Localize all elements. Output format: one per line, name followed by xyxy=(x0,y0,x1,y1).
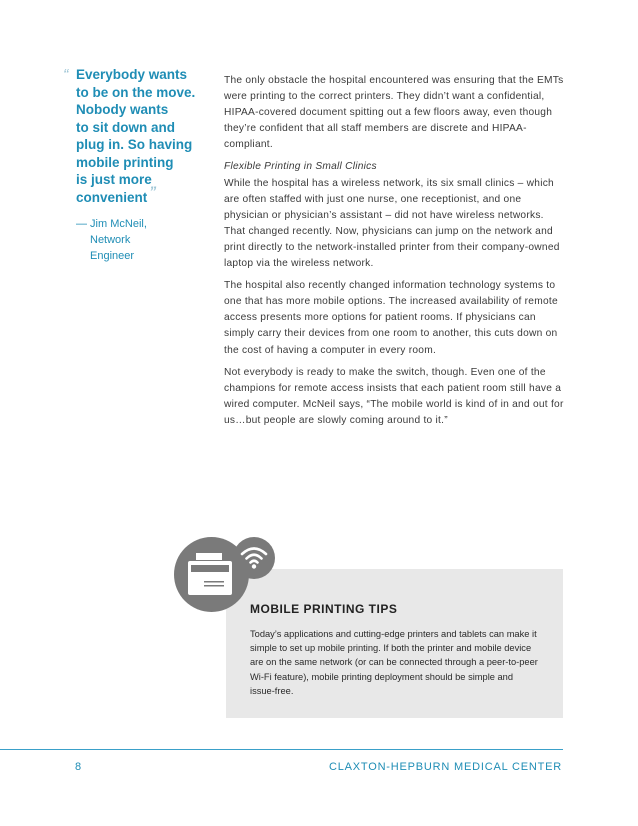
pull-quote-line: to be on the move. xyxy=(76,84,196,100)
body-paragraph-text: While the hospital has a wireless network, its six small clinics – which are often staffed with just one nurse, one receptionist, and one physician or physician’s assistant – did not have wireless networks. That changed recently. Now, physicians can jump on the network and print directly to the network-installed printer from their company-owned laptop via the wireless network. xyxy=(224,177,560,270)
pull-quote-line: Everybody wants xyxy=(76,67,188,82)
body-paragraph-section xyxy=(224,159,566,272)
page-number: 8 xyxy=(75,761,82,773)
mobile-printing-tips-box xyxy=(226,569,563,718)
tips-text: Today’s applications and cutting-edge printers and tablets can make it simple to set up mobile printing. If both the printer and mobile device are on the same network (or can be connected through a peer-to-peer Wi-Fi feature), mobile printing deployment should be simple and issue-free. xyxy=(250,629,538,696)
wifi-icon xyxy=(233,537,275,579)
pull-quote-line: Nobody wants xyxy=(76,102,169,117)
attribution-name: — Jim McNeil, xyxy=(76,218,147,230)
pull-quote-text xyxy=(76,66,203,206)
open-quote-mark: “ xyxy=(63,67,69,84)
pull-quote-line: mobile printing xyxy=(76,154,174,170)
pull-quote-line: plug in. So having xyxy=(76,137,193,152)
tips-title: MOBILE PRINTING TIPS xyxy=(250,602,398,616)
close-quote-mark: ” xyxy=(149,183,157,199)
organization-name: CLAXTON-HEPBURN MEDICAL CENTER xyxy=(328,761,562,773)
pull-quote-attribution xyxy=(76,216,203,264)
body-paragraph: Not everybody is ready to make the switch, though. Even one of the champions for remote access insists that each patient room still have a wired computer. McNeil says, “The mobile world is kind of in and out for us…but people are slowly coming around to it.” xyxy=(224,366,564,426)
article-body xyxy=(224,73,566,435)
body-paragraph: The only obstacle the hospital encountered was ensuring that the EMTs were printing to the correct printers. They didn’t want a confidential, HIPAA-covered document spitting out a few floors away, even though they’re confident that all staff members are discrete and HIPAA-compliant. xyxy=(224,75,564,151)
body-paragraph: The hospital also recently changed information technology systems to one that has more mobile options. The increased availability of remote access presents more options for patient rooms. If physicians can simply carry their devices from one room to another, this cuts down on the cost of having a computer in every room. xyxy=(224,280,558,356)
attribution-title: Engineer xyxy=(90,250,135,262)
attribution-title: Network xyxy=(90,234,131,246)
pull-quote-line: to sit down and xyxy=(76,119,175,135)
footer-divider xyxy=(0,749,563,750)
section-subhead: Flexible Printing in Small Clinics xyxy=(224,161,377,173)
pull-quote-line: convenient xyxy=(76,189,148,205)
pull-quote-line: is just more xyxy=(76,172,152,187)
pull-quote xyxy=(63,66,203,264)
